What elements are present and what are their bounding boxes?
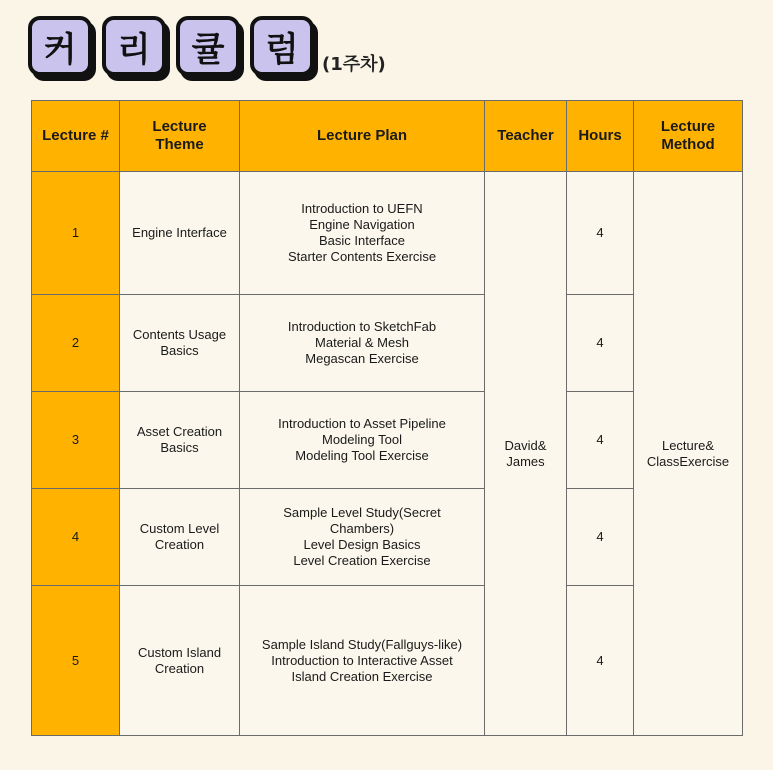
title-tile: 리 [102,16,166,76]
lecture-plan: Introduction to Asset Pipeline Modeling Tool Modeling Tool Exercise [240,392,485,489]
lecture-method-cell: Lecture& ClassExercise [634,172,743,736]
lecture-hours: 4 [567,586,634,736]
lecture-hours: 4 [567,172,634,295]
lecture-theme: Custom Island Creation [120,586,240,736]
header-lecture-theme: Lecture Theme [120,101,240,172]
page-title [28,16,386,76]
teacher-cell: David& James [485,172,567,736]
title-subtitle: (1주차) [322,54,386,75]
lecture-hours: 4 [567,392,634,489]
table-header-row [32,101,743,172]
lecture-number: 2 [32,295,120,392]
lecture-plan: Sample Island Study(Fallguys-like) Introduction to Interactive Asset Island Creation Exercise [240,586,485,736]
header-hours: Hours [567,101,634,172]
header-lecture-method: Lecture Method [634,101,743,172]
lecture-number: 5 [32,586,120,736]
lecture-plan: Introduction to UEFN Engine Navigation Basic Interface Starter Contents Exercise [240,172,485,295]
lecture-number: 3 [32,392,120,489]
header-teacher: Teacher [485,101,567,172]
title-tile: 커 [28,16,92,76]
lecture-hours: 4 [567,295,634,392]
lecture-number: 1 [32,172,120,295]
lecture-number: 4 [32,489,120,586]
title-tile: 럼 [250,16,314,76]
table-row [32,172,743,295]
lecture-theme: Engine Interface [120,172,240,295]
lecture-plan: Introduction to SketchFab Material & Mesh Megascan Exercise [240,295,485,392]
lecture-plan: Sample Level Study(Secret Chambers) Level Design Basics Level Creation Exercise [240,489,485,586]
lecture-hours: 4 [567,489,634,586]
lecture-theme: Contents Usage Basics [120,295,240,392]
curriculum-table [31,100,743,736]
lecture-theme: Custom Level Creation [120,489,240,586]
lecture-theme: Asset Creation Basics [120,392,240,489]
title-tile: 큘 [176,16,240,76]
header-lecture-num: Lecture # [32,101,120,172]
header-lecture-plan: Lecture Plan [240,101,485,172]
